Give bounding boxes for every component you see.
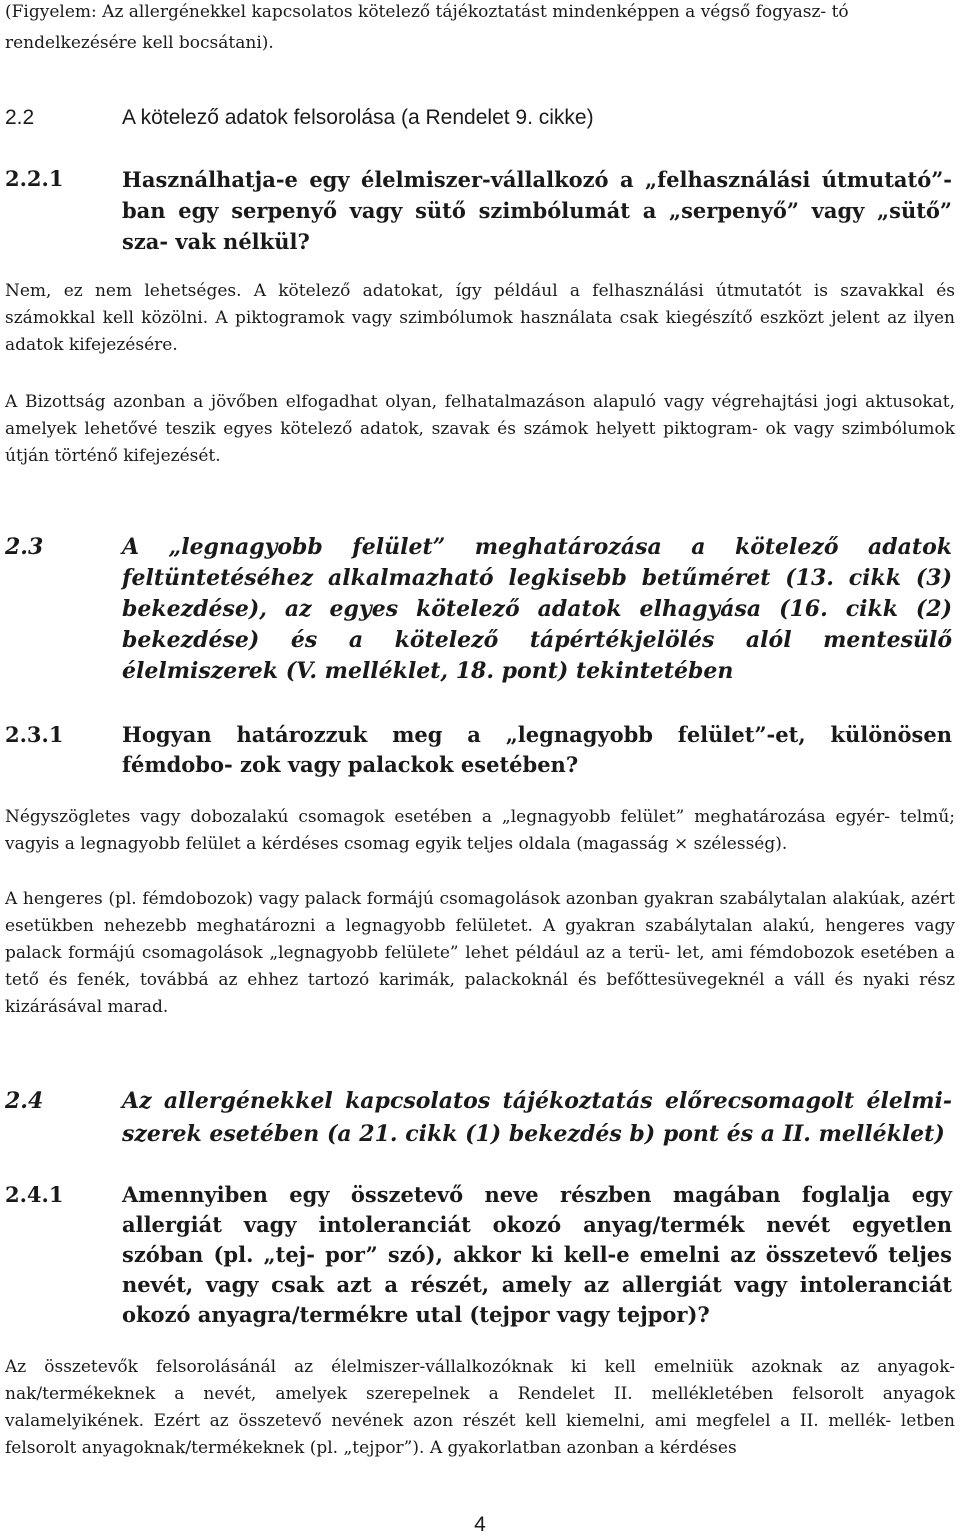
section-2-2-title: A kötelező adatok felsorolása (a Rendelet 9. cikke) xyxy=(122,106,594,129)
section-2-4-1-number: 2.4.1 xyxy=(5,1182,64,1207)
section-2-3-number: 2.3 xyxy=(5,534,44,560)
section-2-4-title: Az allergénekkel kapcsolatos tájékoztatás előrecsomagolt élelmi- szerek esetében (a 21. cikk (1) bekezdés b) pont és a II. melléklet) xyxy=(122,1088,952,1147)
section-2-4-1-paragraph-1: Az összetevők felsorolásánál az élelmiszer-vállalkozóknak ki kell emelniük azoknak az anyagok- nak/termékeknek a nevét, amelyek szerepelnek a Rendelet II. mellékletében felsorolt anyagok valamelyikének. Ezért az összetevő nevének azon részét kell kiemelni, ami megfelel a II. mellék- letben felsorolt anyagoknak/termékeknek (pl. „tejpor”). A gyakorlatban azonban a kérdéses xyxy=(5,1357,955,1458)
section-2-4-number: 2.4 xyxy=(5,1088,44,1114)
section-2-3-1-question: Hogyan határozzuk meg a „legnagyobb felület”-et, különösen fémdobo- zok vagy palackok esetében? xyxy=(122,722,952,777)
section-2-2-1-question: Használhatja-e egy élelmiszer-vállalkozó a „felhasználási útmutató”- ban egy serpenyő vagy sütő szimbólumát a „serpenyő” vagy „sütő” sza- vak nélkül? xyxy=(122,167,952,254)
section-2-3-1-number: 2.3.1 xyxy=(5,722,64,747)
section-2-3-title: A „legnagyobb felület” meghatározása a kötelező adatok feltüntetéséhez alkalmazható legkisebb betűméret (13. cikk (3) bekezdése), az egyes kötelező adatok elhagyása (16. cikk (2) bekezdése) és a kötelező tápértékjelölés alól mentesülő élelmiszerek (V. melléklet, 18. pont) tekintetében xyxy=(122,534,952,684)
page-number: 4 xyxy=(474,1513,486,1536)
section-2-2-1-paragraph-1: Nem, ez nem lehetséges. A kötelező adatokat, így például a felhasználási útmutatót is szavakkal és számokkal kell közölni. A piktogramok vagy szimbólumok használata csak kiegészítő eszközt jelent az ilyen adatok kifejezésére. xyxy=(5,281,955,355)
section-2-2-number: 2.2 xyxy=(5,106,35,129)
section-2-3-1-paragraph-2: A hengeres (pl. fémdobozok) vagy palack formájú csomagolások azonban gyakran szabálytalan alakúak, azért esetükben nehezebb meghatározni a legnagyobb felületet. A gyakran szabálytalan alakú, hengeres vagy palack formájú csomagolások „legnagyobb felülete” lehet például az a terü- let, ami fémdobozok esetében a tető és fenék, továbbá az ehhez tartozó karimák, palackoknál és befőttesüvegeknél a váll és nyaki rész kizárásával marad. xyxy=(5,889,955,1017)
section-2-4-1-question: Amennyiben egy összetevő neve részben magában foglalja egy allergiát vagy intoleranciát okozó anyag/termék nevét egyetlen szóban (pl. „tej- por” szó), akkor ki kell-e emelni az összetevő teljes nevét, vagy csak azt a részét, amely az allergiát vagy intoleranciát okozó anyagra/termékre utal (tejpor vagy tejpor)? xyxy=(122,1182,952,1327)
note xyxy=(5,0,955,59)
note-text: (Figyelem: Az allergénekkel kapcsolatos kötelező tájékoztatást mindenképpen a végső fogyasz- tó rendelkezésére kell bocsátani). xyxy=(5,2,849,53)
section-2-3-1-paragraph-1: Négyszögletes vagy dobozalakú csomagok esetében a „legnagyobb felület” meghatározása egyér- telmű; vagyis a legnagyobb felület a kérdéses csomag egyik teljes oldala (magasság × szélesség). xyxy=(5,807,955,854)
section-2-2-1-number: 2.2.1 xyxy=(5,166,64,191)
section-2-2-1-paragraph-2: A Bizottság azonban a jövőben elfogadhat olyan, felhatalmazáson alapuló vagy végrehajtási jogi aktusokat, amelyek lehetővé teszik egyes kötelező adatok, szavak és számok helyett piktogram- ok vagy szimbólumok útján történő kifejezését. xyxy=(5,392,955,466)
